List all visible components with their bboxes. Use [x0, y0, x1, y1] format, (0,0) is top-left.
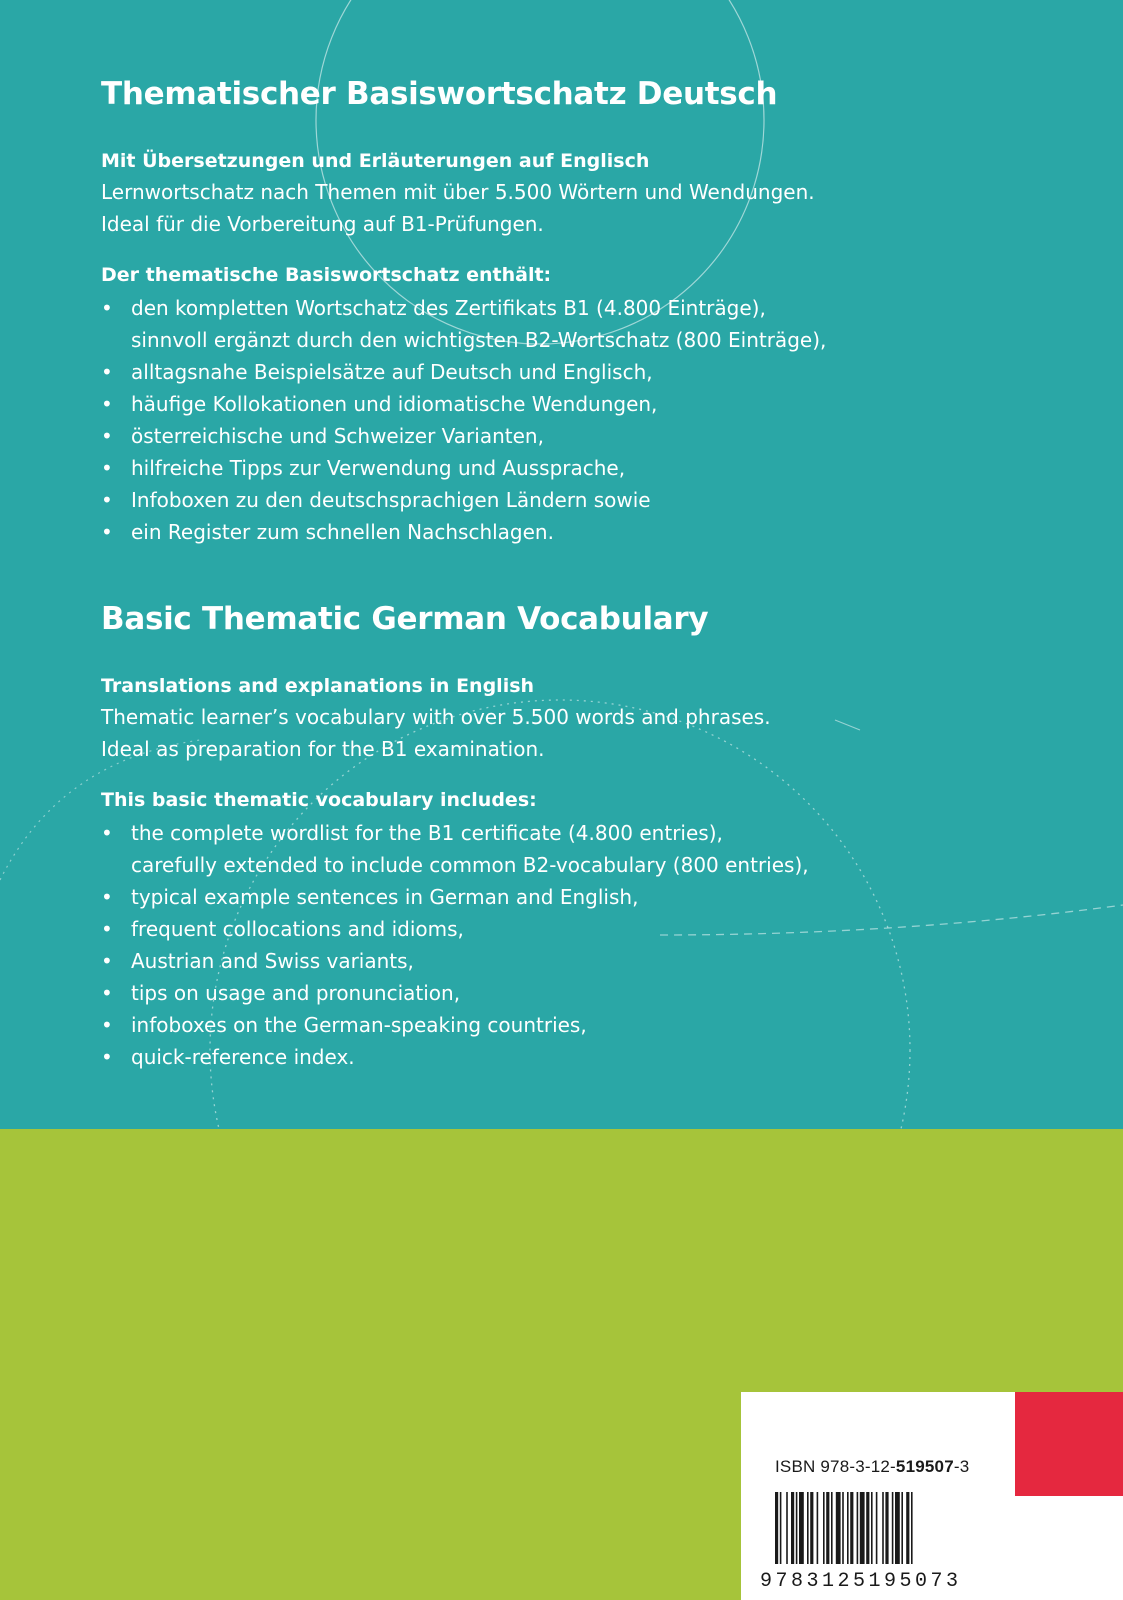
list-item: • the complete wordlist for the B1 certificate (4.800 entries), carefully extended to include common B2-vocabulary (800 entries),: [101, 821, 809, 877]
list-item: • häufige Kollokationen und idiomatische Wendungen,: [101, 392, 658, 416]
list-item: • frequent collocations and idioms,: [101, 917, 464, 941]
german-subtitle: Mit Übersetzungen und Erläuterungen auf Englisch: [101, 150, 650, 172]
german-feature-list: [101, 292, 961, 548]
english-description-line: Thematic learner’s vocabulary with over 5.500 words and phrases.: [101, 705, 771, 729]
list-item: • den kompletten Wortschatz des Zertifikats B1 (4.800 Einträge), sinnvoll ergänzt durch den wichtigsten B2-Wortschatz (800 Einträge),: [101, 296, 827, 352]
barcode-bar: [847, 1492, 849, 1564]
barcode-bar: [871, 1492, 873, 1564]
english-feature-list: [101, 817, 961, 1073]
english-section: [101, 597, 961, 1073]
barcode-bar: [791, 1492, 794, 1564]
list-item: • Infoboxen zu den deutschsprachigen Ländern sowie: [101, 488, 651, 512]
barcode-bar: [817, 1492, 819, 1564]
english-description-line: Ideal as preparation for the B1 examination.: [101, 737, 545, 761]
english-title: Basic Thematic German Vocabulary: [101, 601, 709, 637]
barcode-bar: [857, 1492, 859, 1564]
barcode-bar: [780, 1492, 782, 1564]
list-item: • Austrian and Swiss variants,: [101, 949, 414, 973]
list-item: • alltagsnahe Beispielsätze auf Deutsch und Englisch,: [101, 360, 653, 384]
list-item: • quick-reference index.: [101, 1045, 355, 1069]
barcode-bar: [892, 1492, 894, 1564]
barcode: [775, 1492, 970, 1572]
list-item: • tips on usage and pronunciation,: [101, 981, 461, 1005]
barcode-bar: [866, 1492, 869, 1564]
german-list-heading: Der thematische Basiswortschatz enthält:: [101, 264, 552, 286]
barcode-bar: [836, 1492, 841, 1564]
barcode-bar: [826, 1492, 829, 1564]
isbn-number: ISBN 978-3-12-519507-3: [775, 1457, 970, 1476]
barcode-bar: [882, 1492, 884, 1564]
barcode-bar: [796, 1492, 798, 1564]
barcode-bar: [786, 1492, 788, 1564]
english-list-heading: This basic thematic vocabulary includes:: [101, 789, 537, 811]
barcode-bar: [895, 1492, 900, 1564]
barcode-bar: [842, 1492, 844, 1564]
red-block: [1015, 1392, 1123, 1496]
barcode-bar: [775, 1492, 778, 1564]
list-item: • ein Register zum schnellen Nachschlagen.: [101, 520, 554, 544]
list-item: • hilfreiche Tipps zur Verwendung und Aussprache,: [101, 456, 626, 480]
german-description-line: Lernwortschatz nach Themen mit über 5.500 Wörtern und Wendungen.: [101, 180, 815, 204]
german-description-line: Ideal für die Vorbereitung auf B1-Prüfungen.: [101, 212, 544, 236]
barcode-bar: [906, 1492, 909, 1564]
barcode-bar: [876, 1492, 878, 1564]
english-subtitle: Translations and explanations in English: [101, 675, 535, 697]
barcode-digits: 9783125195073: [760, 1570, 962, 1593]
german-section: [101, 72, 961, 548]
barcode-bar: [901, 1492, 903, 1564]
list-item: • infoboxes on the German-speaking countries,: [101, 1013, 587, 1037]
list-item: • typical example sentences in German and English,: [101, 885, 639, 909]
barcode-bar: [885, 1492, 888, 1564]
barcode-bar: [799, 1492, 804, 1564]
barcode-bar: [911, 1492, 913, 1564]
barcode-bar: [810, 1492, 813, 1564]
barcode-bar: [823, 1492, 825, 1564]
barcode-bar: [807, 1492, 809, 1564]
barcode-bar: [850, 1492, 853, 1564]
german-title: Thematischer Basiswortschatz Deutsch: [101, 76, 778, 112]
barcode-bar: [860, 1492, 865, 1564]
list-item: • österreichische und Schweizer Varianten,: [101, 424, 544, 448]
barcode-bar: [831, 1492, 833, 1564]
